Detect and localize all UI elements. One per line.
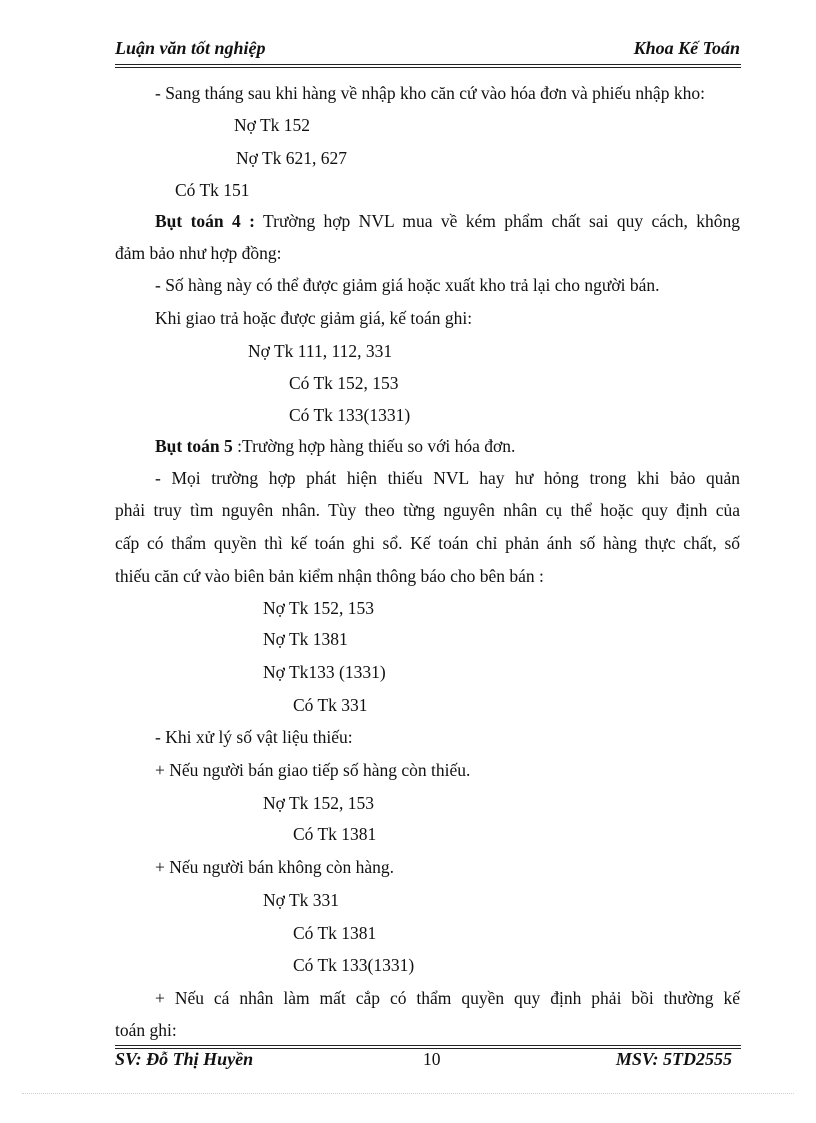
text-line: - Số hàng này có thể được giảm giá hoặc xuất kho trả lại cho người bán. [155,275,660,295]
text-line: Có Tk 331 [293,695,368,715]
entry-heading: Bụt toán 5 [155,436,233,456]
text-line: Nợ Tk 152 [234,115,311,135]
header-thesis-title: Luận văn tốt nghiệp [115,38,266,58]
page-number: 10 [423,1049,441,1069]
text-line: thiếu căn cứ vào biên bản kiểm nhận thông báo cho bên bán : [115,566,544,586]
text-line: + Nếu người bán không còn hàng. [155,857,395,877]
text-line: toán ghi: [115,1020,177,1040]
text-line: - Sang tháng sau khi hàng về nhập kho căn cứ vào hóa đơn và phiếu nhập kho: [155,83,705,103]
footer-student-name: SV: Đỗ Thị Huyền [115,1049,254,1069]
paragraph-line: - Mọi trường hợp phát hiện thiếu NVL hay hư hỏng trong khi bảo quản [155,468,740,488]
text-line: Nợ Tk 152, 153 [263,598,375,618]
text-line: Nợ Tk 152, 153 [263,793,375,813]
text-line: Có Tk 152, 153 [289,373,399,393]
paragraph-line: phải truy tìm nguyên nhân. Tùy theo từng nguyên nhân cụ thể hoặc quy định của [115,500,740,520]
text-line: Nợ Tk 621, 627 [236,148,348,168]
page-footer [115,1049,740,1073]
page-header [115,38,740,64]
text-line: Có Tk 1381 [293,824,377,844]
entry-heading: Bụt toán 4 : [155,211,255,231]
text-line: Có Tk 133(1331) [293,955,415,975]
footer-rule [115,1045,741,1049]
paragraph-line: cấp có thẩm quyền thì kế toán ghi sổ. Kế toán chỉ phản ánh số hàng thực chất, số [115,533,740,553]
entry-text: Trường hợp NVL mua về kém phẩm chất sai quy cách, không [263,211,740,231]
paragraph-line: + Nếu cá nhân làm mất cắp có thẩm quyền quy định phải bồi thường kế [155,988,740,1008]
paragraph-line [155,210,740,232]
text-line: - Khi xử lý số vật liệu thiếu: [155,727,353,747]
text-line: + Nếu người bán giao tiếp số hàng còn thiếu. [155,760,471,780]
text-line [155,435,515,457]
header-rule [115,64,741,68]
text-line: Nợ Tk 1381 [263,629,348,649]
page-bottom-divider [22,1093,794,1094]
header-department: Khoa Kế Toán [633,38,740,58]
text-line: Có Tk 1381 [293,923,377,943]
text-line: Khi giao trả hoặc được giảm giá, kế toán ghi: [155,308,473,328]
text-line: Nợ Tk 111, 112, 331 [248,341,393,361]
text-line: Nợ Tk133 (1331) [263,662,386,682]
footer-student-id: MSV: 5TD2555 [615,1049,732,1069]
entry-text: :Trường hợp hàng thiếu so với hóa đơn. [237,436,516,456]
text-line: đảm bảo như hợp đồng: [115,243,282,263]
text-line: Nợ Tk 331 [263,890,340,910]
text-line: Có Tk 151 [175,180,250,200]
text-line: Có Tk 133(1331) [289,405,411,425]
